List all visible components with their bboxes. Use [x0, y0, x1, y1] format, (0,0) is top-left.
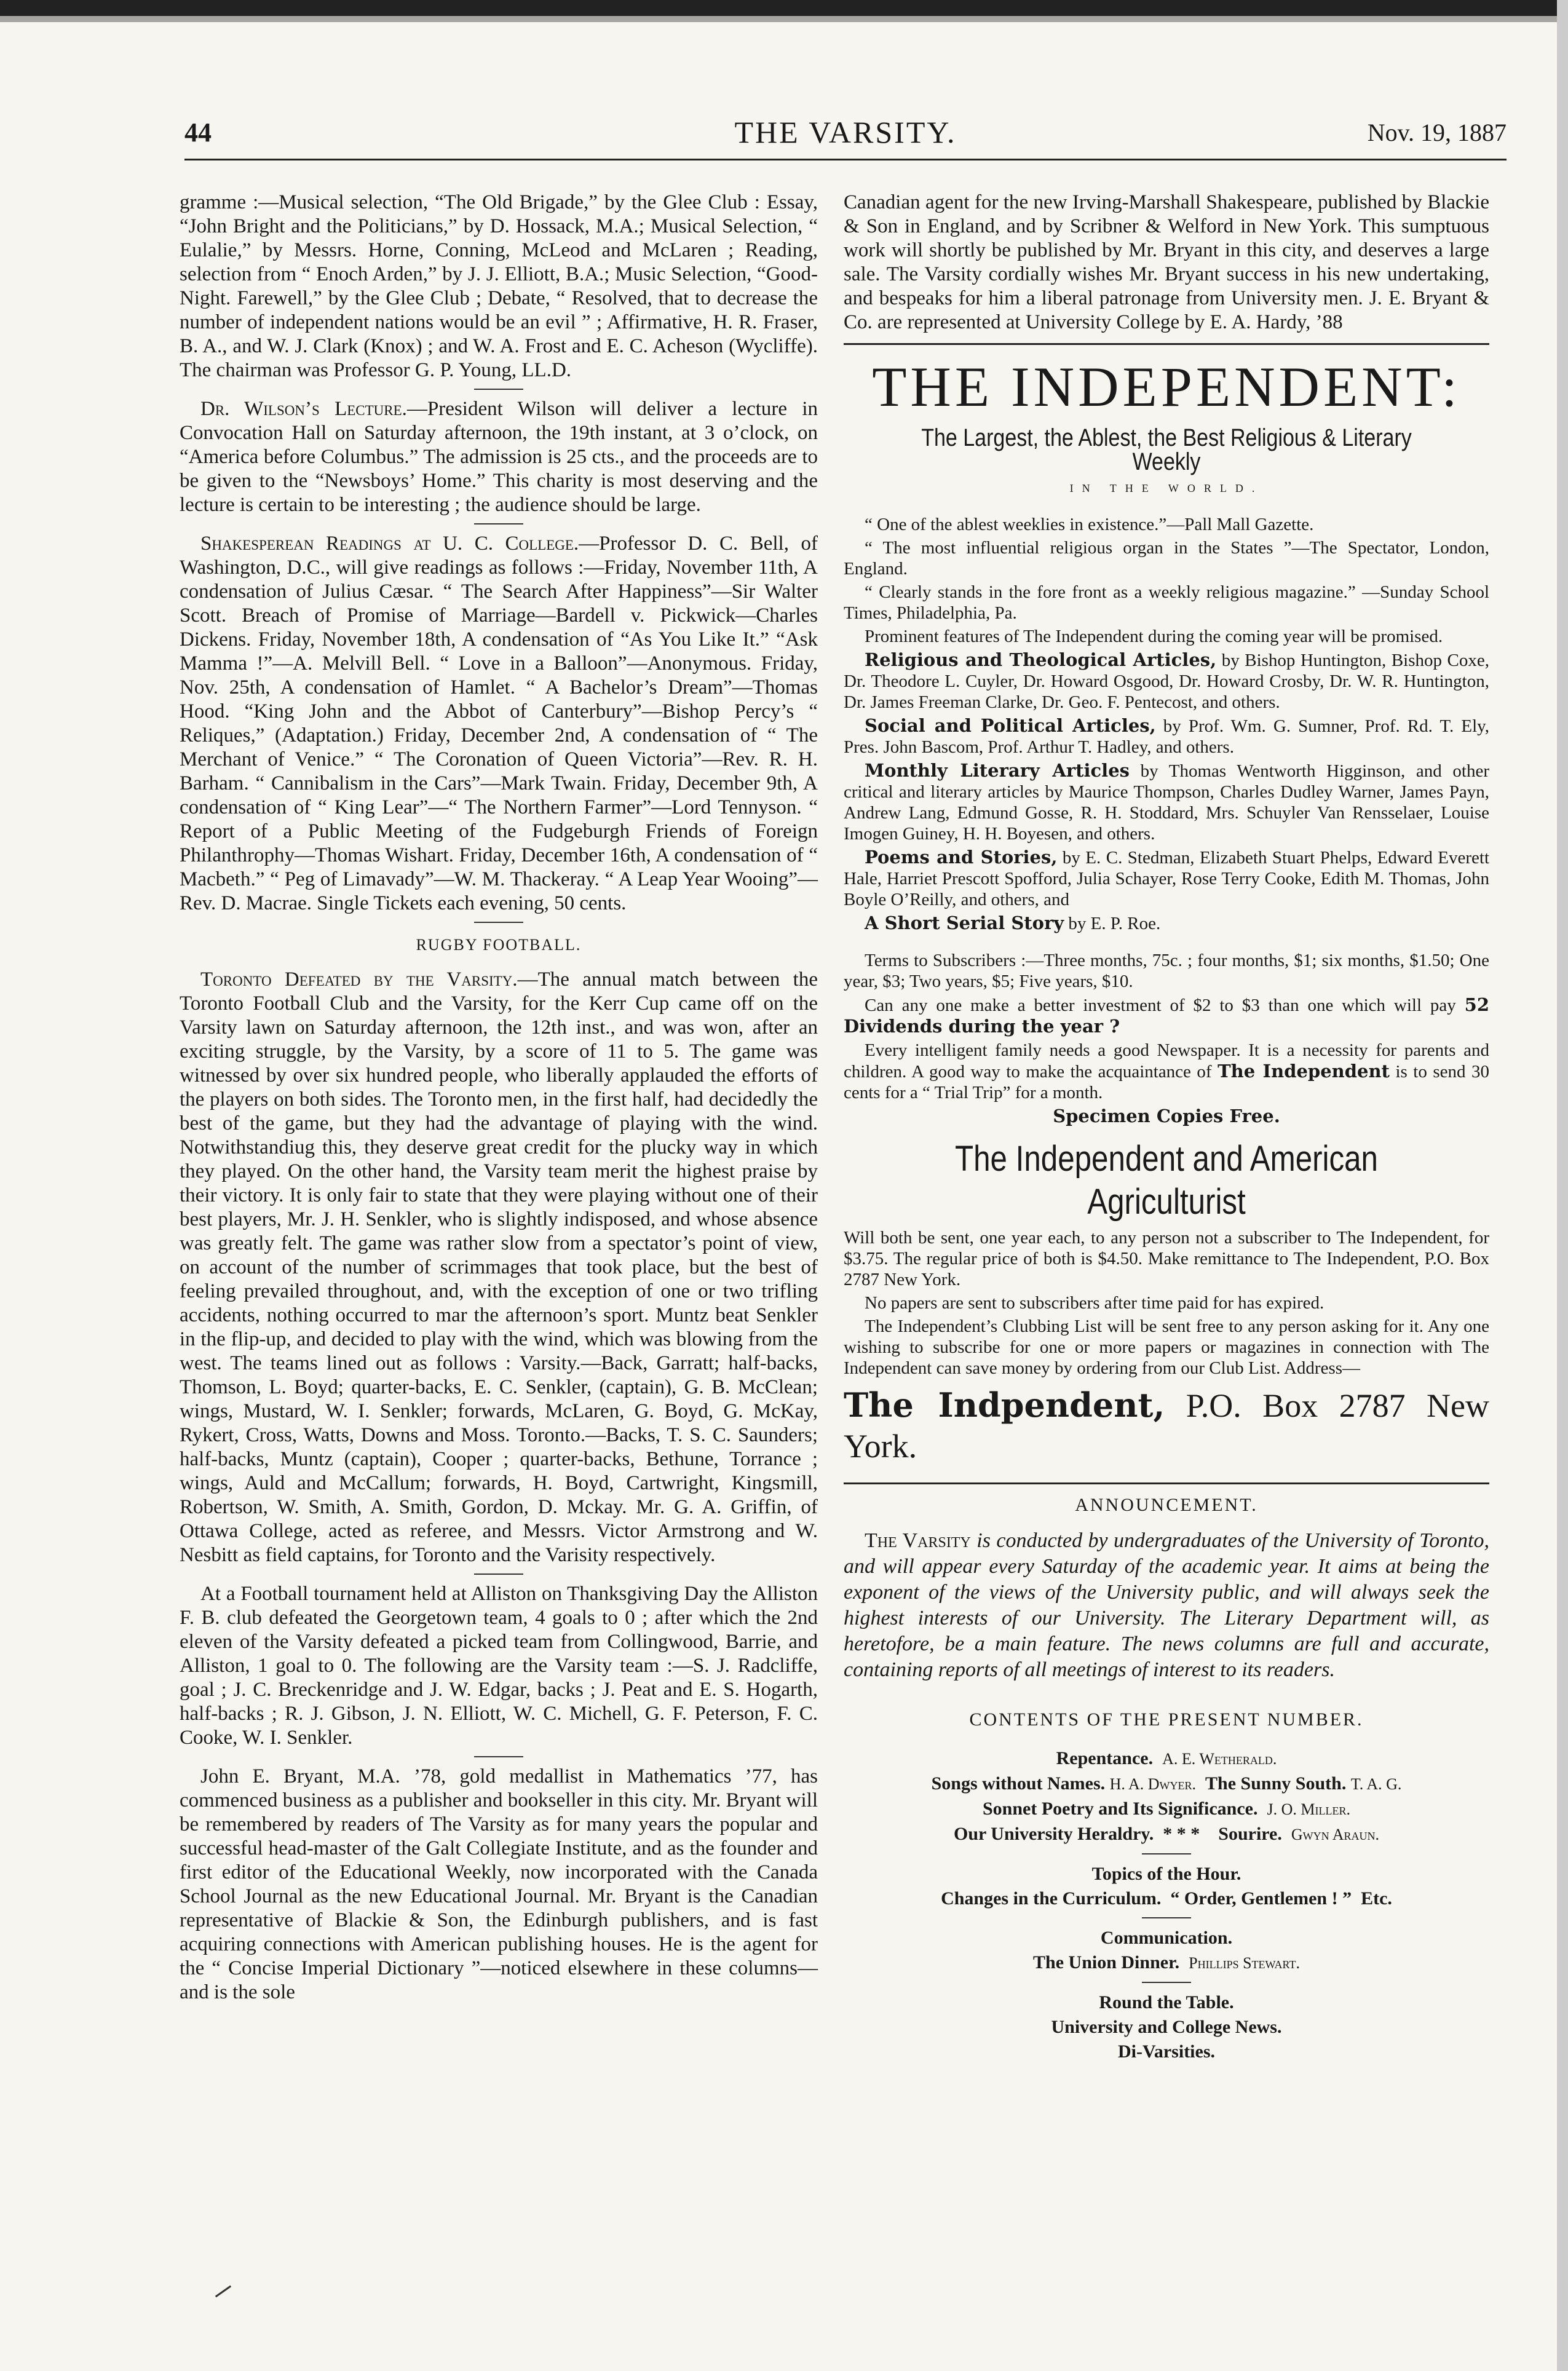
bryant-continued: Canadian agent for the new Irving-Marshall Shakespeare, published by Blackie & Son in England, and by Scribner & Welford in New York. This sumptuous work will shortly be published by Mr. Bryant in this city, and deserves a large sale. The Varsity cordially wishes Mr. Bryant success in his new undertaking, and bespeaks for him a liberal patronage from University men. J. E. Bryant & Co. are represented at University College by E. A. Hardy, ’88	[844, 191, 1489, 333]
rugby-heading: Toronto Defeated by the Varsity.	[200, 968, 518, 991]
feature-social-body: by Prof. Wm. G. Sumner, Prof. Rd. T. Ely, Pres. John Bascom, Prof. Arthur T. Hadley, and others.	[844, 716, 1489, 757]
contents-item: University and College News.	[1051, 2017, 1282, 2037]
contents-line	[844, 2015, 1489, 2040]
quote-sunday-school: “ Clearly stands in the fore front as a weekly religious magazine.” —Sunday School Times, Philadelphia, Pa.	[844, 582, 1489, 623]
address-name: The Indpendent,	[844, 1385, 1165, 1425]
separator	[474, 1573, 523, 1575]
newspaper-text	[844, 1040, 1489, 1103]
contents-item: Etc.	[1361, 1888, 1392, 1909]
scan-edge-shadow	[0, 16, 1568, 22]
contents-line	[844, 1926, 1489, 1950]
contents-item: Communication.	[1100, 1928, 1233, 1948]
announcement-rule	[844, 1482, 1489, 1484]
contents-line	[844, 1886, 1489, 1911]
page-number: 44	[184, 117, 212, 148]
page-title: THE VARSITY.	[734, 115, 957, 149]
contents-item: Repentance.	[1056, 1748, 1154, 1768]
header-rule	[184, 159, 1507, 160]
issue-date: Nov. 19, 1887	[1367, 119, 1507, 146]
independent-address	[844, 1385, 1489, 1467]
independent-name: The Independent	[1218, 1061, 1390, 1082]
contents-author: T. A. G.	[1350, 1775, 1402, 1793]
scan-edge-top	[0, 0, 1568, 16]
left-column	[180, 191, 818, 2007]
feature-religious	[844, 649, 1489, 713]
contents-item: Sonnet Poetry and Its Significance.	[982, 1799, 1258, 1819]
feature-poems	[844, 847, 1489, 910]
contents-item: Topics of the Hour.	[1091, 1864, 1241, 1884]
feature-social	[844, 715, 1489, 758]
feature-poems-body: by E. C. Stedman, Elizabeth Stuart Phelps, Edward Everett Hale, Harriet Prescott Spofford, Julia Schayer, Rose Terry Cooke, Edith M. Thomas, John Boyle O’Reilly, and others, and	[844, 848, 1489, 909]
newspaper-body: Every intelligent family needs a good Newspaper. It is a necessity for parents and children. A good way to make the acquaintance of	[844, 1040, 1489, 1082]
rugby-body: —The annual match between the Toronto Football Club and the Varsity, for the Kerr Cup came off on the Varsity lawn on Saturday afternoon, the 12th inst., and was won, after an exciting struggle, by the Varsity, by a score of 11 to 5. The game was witnessed by over six hundred people, who liberally applauded the efforts of the players on both sides. The Toronto men, in the first half, had decidedly the best of the game, but they had the advantage of playing with the wind. Notwithstandiug this, they deserve great credit for the plucky way in which they played. On the other hand, the Varsity team merit the highest praise by their victory. It is only fair to state that they were playing without one of their best players, Mr. J. H. Senkler, who is slightly indisposed, and whose absence was greatly felt. The game was rather slow from a spectator’s point of view, on account of the number of scrimmages that took place, but the best of feeling prevailed throughout, and, with the exception of one or two trifling accidents, nothing occurred to mar the afternoon’s sport. Muntz beat Senkler in the flip-up, and decided to play with the wind, which was blowing from the west. The teams lined out as follows : Varsity.—Back, Garratt; half-backs, Thomson, L. Boyd; quarter-backs, E. C. Senkler, (captain), G. B. McClean; wings, Mustard, W. I. Senkler; forwards, McLaren, G. Boyd, G. McKay, Rykert, Cross, Watts, Downs and Moss. Toronto.—Backs, T. S. C. Saunders; half-backs, Muntz (captain), Cooper ; quarter-backs, Bethune, Torrance ; wings, Auld and McCallum; forwards, H. Boyd, Cartwright, Kingsmill, Robertson, W. Smith, A. Smith, Gordon, D. Mckay. Mr. G. A. Griffin, of Ottawa College, acted as referee, and Messrs. Victor Armstrong and W. Nesbitt as field captains, for Toronto and the Varisity respectively.	[180, 968, 818, 1566]
wilson-lecture-heading: Dr. Wilson’s Lecture.	[200, 398, 407, 420]
separator	[474, 523, 523, 524]
independent-title: THE INDEPENDENT:	[872, 355, 1461, 418]
feature-religious-head: Religious and Theological Articles,	[865, 649, 1217, 670]
no-papers-note: No papers are sent to subscribers after time paid for has expired.	[865, 1293, 1324, 1313]
clubbing-list: The Independent’s Clubbing List will be sent free to any person asking for it. Any one wishing to subscribe for one or more papers or magazines in connection with The Independent can save money by ordering from our Club List. Address—	[844, 1316, 1489, 1378]
quote-pall-mall: “ One of the ablest weeklies in existence.”—Pall Mall Gazette.	[865, 515, 1314, 534]
announcement-title: ANNOUNCEMENT.	[1075, 1495, 1258, 1515]
feature-literary-head: Monthly Literary Articles	[865, 760, 1130, 781]
contents-line	[844, 2040, 1489, 2064]
contents-item: Di-Varsities.	[1117, 2041, 1216, 2062]
contents-item: “ Order, Gentlemen ! ”	[1170, 1888, 1352, 1909]
agriculturist-title: The Independent and American Agriculturist	[955, 1139, 1378, 1222]
separator	[1142, 1917, 1191, 1918]
contents-line	[844, 1950, 1489, 1976]
separator	[1142, 1853, 1191, 1854]
separator	[474, 389, 523, 390]
contents-line	[844, 1990, 1489, 2015]
contents-line	[844, 1797, 1489, 1822]
contents-line	[844, 1822, 1489, 1847]
prominent-features: Prominent features of The Independent during the coming year will be promised.	[865, 627, 1443, 646]
readings-paragraph	[180, 532, 818, 916]
agriculturist-body: Will both be sent, one year each, to any person not a subscriber to The Independent, for $3.75. The regular price of both is $4.50. Make remittance to The Independent, P.O. Box 2787 New York.	[844, 1228, 1489, 1289]
separator	[1142, 1982, 1191, 1983]
rugby-paragraph	[180, 968, 818, 1567]
quote-spectator: “ The most influential religious organ in the States ”—The Spectator, London, England.	[844, 538, 1489, 579]
contents-item: Our University Heraldry.	[954, 1824, 1154, 1844]
feature-social-head: Social and Political Articles,	[865, 715, 1156, 736]
feature-serial	[844, 912, 1489, 934]
feature-literary-body: by Thomas Wentworth Higginson, and other critical and literary articles by Maurice Thompson, Charles Dudley Warner, James Payn, Andrew Lang, Edmund Gosse, R. H. Stoddard, Mrs. Schuyler Van Rensselaer, Louise Imogen Guiney, H. H. Boyesen, and others.	[844, 761, 1489, 844]
contents-line	[844, 1862, 1489, 1886]
address-rest: P.O. Box 2787 New York.	[844, 1387, 1489, 1465]
contents-item: Round the Table.	[1099, 1992, 1234, 2013]
contents-author: Gwyn Araun.	[1291, 1826, 1379, 1843]
contents-item: The Union Dinner.	[1033, 1952, 1180, 1973]
readings-heading: Shakesperean Readings at U. C. College.	[200, 532, 579, 555]
alliston-paragraph: At a Football tournament held at Alliston on Thanksgiving Day the Alliston F. B. club defeated the Georgetown team, 4 goals to 0 ; after which the 2nd eleven of the Varsity defeated a picked team from Collingwood, Barrie, and Alliston, 1 goal to 0. The following are the Varsity team :—S. J. Radcliffe, goal ; J. C. Breckenridge and J. W. Edgar, backs ; J. Peat and E. S. Hogarth, half-backs ; R. J. Gibson, J. N. Elliott, W. C. Michell, G. F. Peterson, F. C. Cooke, W. I. Senkler.	[180, 1583, 818, 1749]
contents-title: CONTENTS OF THE PRESENT NUMBER.	[969, 1709, 1364, 1730]
contents-author: J. O. Miller.	[1267, 1800, 1350, 1818]
announcement-body	[844, 1528, 1489, 1683]
trial-trip-text: is to send 30 cents for a “ Trial Trip” for a month.	[844, 1062, 1489, 1102]
programme-paragraph: gramme :—Musical selection, “The Old Brigade,” by the Glee Club : Essay, “John Bright and the Politicians,” by D. Hossack, M.A.; Musical Selection, “ Eulalie,” by Messrs. Horne, Conning, McLeod and McLaren ; Reading, selection from “ Enoch Arden,” by J. J. Elliott, B.A.; Music Selection, “Good-Night. Farewell,” by the Glee Club ; Debate, “ Resolved, that to decrease the number of independent nations would be an evil ” ; Affirmative, H. R. Fraser, B. A., and W. J. Clark (Knox) ; and W. A. Frost and E. C. Acheson (Wycliffe). The chairman was Professor G. P. Young, LL.D.	[180, 191, 818, 381]
investment-question: Can any one make a better investment of $2 to $3 than one which will pay	[865, 996, 1465, 1015]
feature-literary	[844, 760, 1489, 844]
wilson-lecture-paragraph	[180, 397, 818, 517]
feature-religious-body: by Bishop Huntington, Bishop Coxe, Dr. Theodore L. Cuyler, Dr. Howard Osgood, Dr. Howard Crosby, Dr. W. R. Huntington, Dr. James Freeman Clarke, Dr. Geo. F. Pentecost, and others.	[844, 651, 1490, 712]
readings-body: —Professor D. C. Bell, of Washington, D.C., will give readings as follows :—Friday, November 11th, A condensation of Julius Cæsar. “ The Search After Happiness”—Sir Walter Scott. Breach of Promise of Marriage—Bardell v. Pickwick—Charles Dickens. Friday, November 18th, A condensation of “As You Like It.” “Ask Mamma !”—A. Melvill Bell. “ Love in a Balloon”—Anonymous. Friday, Nov. 25th, A condensation of Hamlet. “ A Bachelor’s Dream”—Thomas Hood. “King John and the Abbot of Canterbury”—Bishop Percy’s “ Reliques,” (Adaptation.) Friday, December 2nd, A condensation of “ The Merchant of Venice.” “ The Coronation of Queen Victoria”—Rev. R. H. Barham. “ Cannibalism in the Cars”—Mark Twain. Friday, December 9th, A condensation of “ King Lear”—“ The Northern Farmer”—Lord Tennyson. “ Report of a Public Meeting of the Fudgeburgh Friends of Foreign Philanthrophy—Thomas Wishart. Friday, December 16th, A condensation of “ Macbeth.” “ Peg of Limavady”—W. M. Thackeray. “ A Leap Year Wooing”—Rev. D. Macrae. Single Tickets each evening, 50 cents.	[180, 532, 818, 914]
contents-item: Songs without Names.	[931, 1773, 1106, 1794]
independent-subtitle: The Largest, the Ablest, the Best Religious & Literary Weekly	[921, 424, 1412, 475]
page-header	[184, 111, 1507, 154]
separator	[474, 1756, 523, 1757]
announcement-text: is conducted by undergraduates of the University of Toronto, and will appear every Saturday of the academic year. It aims at being the exponent of the views of the University public, and will always seek the highest interests of our University. The Literary Department will, as heretofore, be a main feature. The news columns are full and accurate, containing reports of all meetings of interest to its readers.	[844, 1529, 1490, 1681]
feature-serial-head: A Short Serial Story	[865, 912, 1064, 933]
contents-item: Sourire.	[1218, 1824, 1282, 1844]
feature-poems-head: Poems and Stories,	[865, 847, 1058, 868]
subscription-terms: Terms to Subscribers :—Three months, 75c. ; four months, $1; six months, $1.50; One year, $3; Two years, $5; Five years, $10.	[844, 951, 1489, 991]
contents-author: H. A. Dwyer.	[1109, 1775, 1197, 1793]
contents-item: Changes in the Curriculum.	[941, 1888, 1162, 1909]
contents-line	[844, 1746, 1489, 1771]
specimen-copies: Specimen Copies Free.	[1053, 1106, 1280, 1126]
contents-author: A. E. Wetherald.	[1162, 1750, 1277, 1768]
right-column	[844, 191, 1489, 2064]
contents-item: The Sunny South.	[1205, 1773, 1347, 1794]
separator	[474, 922, 523, 923]
scan-edge-right	[1557, 0, 1568, 2371]
contents-author: * * *	[1163, 1824, 1200, 1844]
bryant-paragraph: John E. Bryant, M.A. ’78, gold medallist in Mathematics ’77, has commenced business as a publisher and bookseller in this city. Mr. Bryant will be remembered by readers of The Varsity as for many years the popular and successful head-master of the Galt Collegiate Institute, and as the founder and first editor of the Educational Weekly, now incorporated with the Canada School Journal as the new Educational Journal. Mr. Bryant is the Canadian representative of Blackie & Son, the Edinburgh publishers, and is fast acquiring connections with American publishing houses. He is the agent for the “ Concise Imperial Dictionary ”—noticed elsewhere in these columns—and is the sole	[180, 1765, 818, 2003]
dividends-text: 52 Dividends during the year ?	[844, 994, 1489, 1037]
independent-world: IN THE WORLD.	[1069, 482, 1264, 494]
independent-advertisement	[844, 343, 1489, 1467]
announcement-varsity: The Varsity	[865, 1529, 971, 1552]
wilson-lecture-body: —President Wilson will deliver a lecture in Convocation Hall on Saturday afternoon, the 19th instant, at 3 o’clock, on “America before Columbus.” The admission is 25 cts., and the proceeds are to be given to the “Newsboys’ Home.” This charity is most deserving and the lecture is certain to be interesting ; the audience should be large.	[180, 398, 818, 516]
contents-line	[844, 1771, 1489, 1797]
contents-author: Phillips Stewart.	[1189, 1954, 1300, 1972]
investment-text	[844, 994, 1489, 1037]
feature-serial-body: by E. P. Roe.	[1064, 914, 1161, 933]
rugby-section-heading: RUGBY FOOTBALL.	[416, 936, 582, 954]
ink-mark	[215, 2286, 231, 2298]
